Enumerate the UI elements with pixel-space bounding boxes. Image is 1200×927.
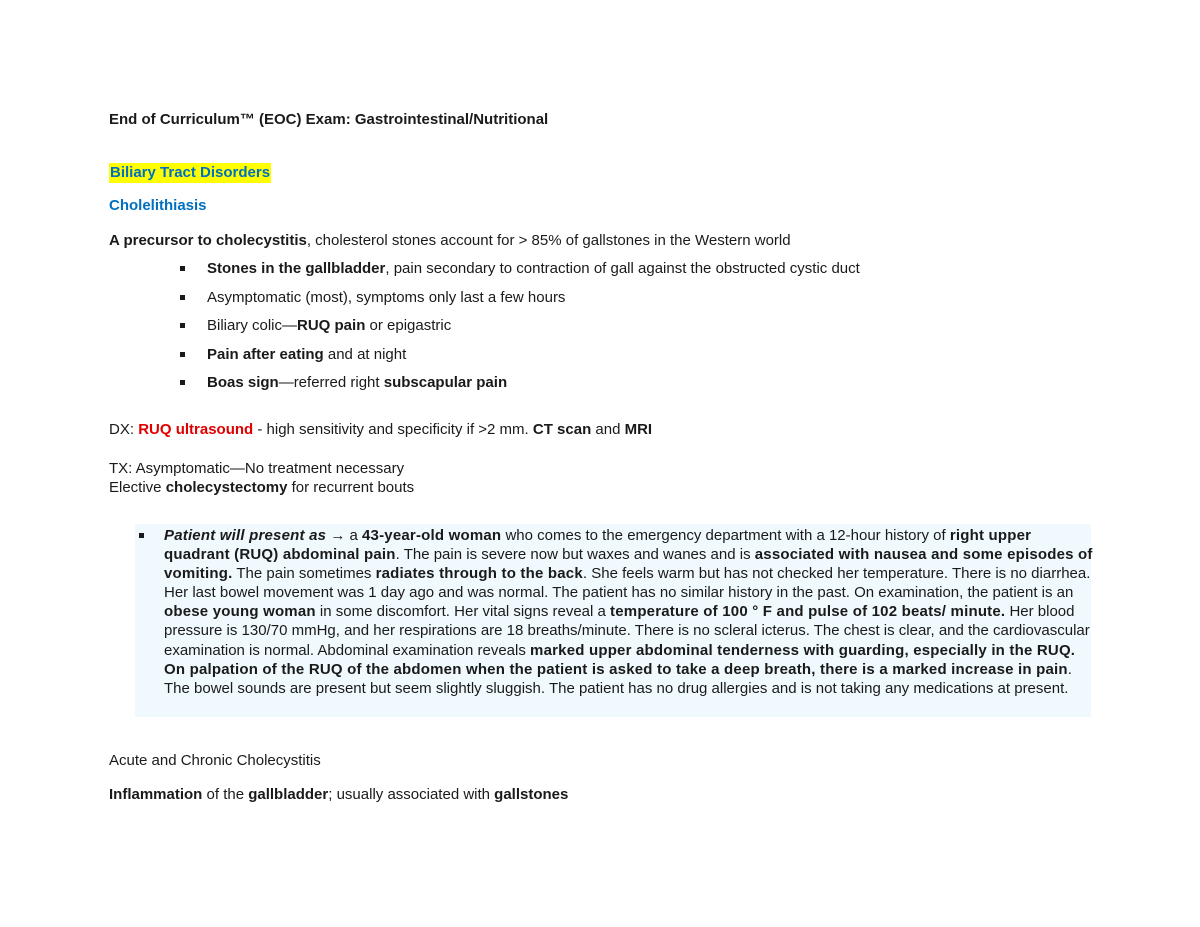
treatment-line-2 bbox=[109, 479, 414, 497]
case-bold: right upper quadrant (RUQ) abdominal pain bbox=[164, 527, 1032, 564]
list-item bbox=[180, 374, 860, 403]
dx-text: - high sensitivity and specificity if >2 mm. bbox=[253, 421, 533, 438]
case-bold: obese young woman bbox=[164, 603, 316, 621]
inflam-bold: Inflammation bbox=[109, 786, 203, 803]
dx-prefix: DX: bbox=[109, 421, 139, 438]
list-item-bold: subscapular pain bbox=[383, 374, 508, 391]
case-arrow: → a bbox=[326, 527, 363, 544]
case-bold: associated with nausea and some episodes of vomiting. bbox=[164, 546, 1093, 583]
list-item-text: Asymptomatic (most), symptoms only last a few hours bbox=[207, 288, 566, 306]
case-bold: radiates through to the back bbox=[375, 565, 583, 583]
dx-mri: MRI bbox=[624, 421, 653, 438]
list-item-text: and at night bbox=[323, 345, 407, 363]
case-text: . The pain is severe now but waxes and wanes and is bbox=[395, 546, 755, 564]
list-item-text: or epigastric bbox=[365, 317, 452, 334]
inflam-text: ; usually associated with bbox=[328, 786, 495, 803]
subheading-cholelithiasis: Cholelithiasis bbox=[109, 197, 207, 214]
section-heading-cholecystitis: Acute and Chronic Cholecystitis bbox=[109, 752, 321, 769]
page-title: End of Curriculum™ (EOC) Exam: Gastrointestinal/Nutritional bbox=[109, 111, 549, 128]
section-heading-highlighted: Biliary Tract Disorders bbox=[110, 164, 271, 181]
treatment-line-1: TX: Asymptomatic—No treatment necessary bbox=[109, 460, 405, 477]
case-presentation-text bbox=[164, 526, 1094, 698]
list-item-bold: Boas sign bbox=[207, 374, 279, 391]
square-bullet-icon bbox=[180, 380, 185, 385]
list-item bbox=[180, 346, 860, 375]
dx-and: and bbox=[591, 421, 625, 438]
list-item bbox=[180, 317, 860, 346]
square-bullet-icon bbox=[180, 266, 185, 271]
square-bullet-icon bbox=[180, 323, 185, 328]
case-text: who comes to the emergency department with a 12-hour history of bbox=[501, 527, 950, 544]
inflammation-line bbox=[109, 786, 568, 804]
diagnosis-line bbox=[109, 421, 652, 439]
inflam-bold: gallstones bbox=[494, 786, 569, 803]
dx-ultrasound-red: RUQ ultrasound bbox=[138, 421, 254, 438]
square-bullet-icon bbox=[139, 533, 144, 538]
case-text: Her blood pressure is 130/70 mmHg, and her respirations are 18 breaths/minute. There is no scleral icterus. The chest is clear, and the cardiovascular examination is normal. Abdominal examination reveals bbox=[164, 603, 1090, 659]
tx-text: for recurrent bouts bbox=[287, 479, 415, 496]
case-bold: 43-year-old woman bbox=[362, 527, 502, 544]
list-item bbox=[180, 260, 860, 289]
dx-ct-scan: CT scan bbox=[532, 421, 592, 438]
intro-text: , cholesterol stones account for > 85% of gallstones in the Western world bbox=[306, 232, 791, 249]
case-presentation-box bbox=[135, 524, 1091, 717]
list-item-text: Biliary colic— bbox=[207, 317, 298, 334]
list-item-bold: Pain after eating bbox=[207, 345, 324, 363]
square-bullet-icon bbox=[180, 295, 185, 300]
intro-bold: A precursor to cholecystitis bbox=[109, 232, 307, 249]
tx-bold: cholecystectomy bbox=[165, 479, 288, 496]
case-lead: Patient will present as bbox=[164, 527, 327, 544]
tx-text: Elective bbox=[109, 479, 166, 496]
case-text: The pain sometimes bbox=[232, 565, 376, 583]
case-text: . She feels warm but has not checked her temperature. There is no diarrhea. Her last bowel movement was 1 day ago and was normal. The patient has no similar history in the past. On examination, the patient is an bbox=[164, 565, 1091, 602]
list-item-text: —referred right bbox=[278, 374, 384, 391]
symptom-list bbox=[180, 260, 860, 403]
list-item bbox=[180, 289, 860, 318]
case-text: in some discomfort. Her vital signs reveal a bbox=[315, 603, 611, 621]
intro-paragraph bbox=[109, 232, 791, 250]
list-item-bold: Stones in the gallbladder bbox=[207, 260, 386, 277]
inflam-bold: gallbladder bbox=[248, 786, 329, 803]
case-text: . The bowel sounds are present but seem slightly sluggish. The patient has no drug allergies and is not taking any medications at present. bbox=[164, 660, 1072, 697]
case-bold: marked upper abdominal tenderness with guarding, especially in the RUQ. On palpation of the RUQ of the abdomen when the patient is asked to take a deep breath, there is a marked increase in pain bbox=[164, 641, 1076, 678]
inflam-text: of the bbox=[202, 786, 249, 803]
list-item-bold: RUQ pain bbox=[297, 317, 366, 334]
case-bold: temperature of 100 ° F and pulse of 102 beats/ minute. bbox=[610, 603, 1006, 621]
square-bullet-icon bbox=[180, 352, 185, 357]
list-item-text: , pain secondary to contraction of gall against the obstructed cystic duct bbox=[385, 260, 860, 277]
